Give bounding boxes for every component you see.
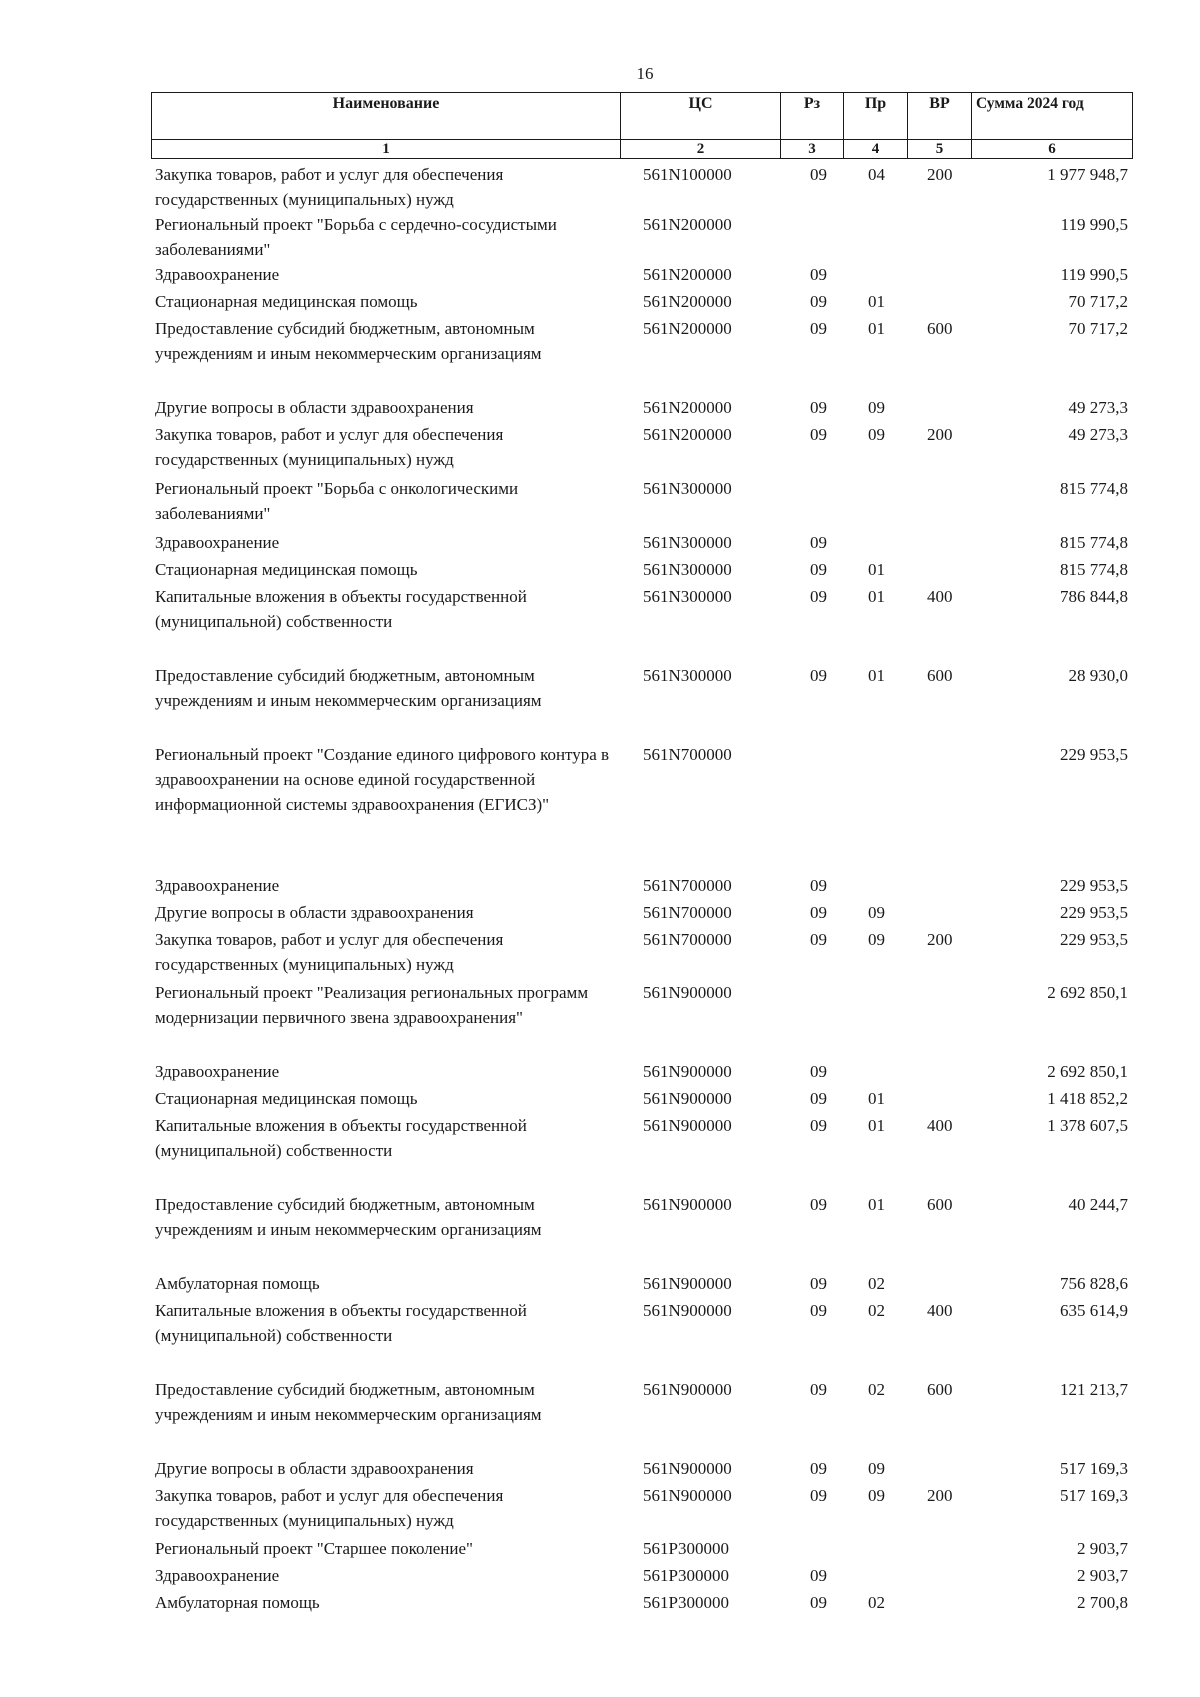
cell-vr (907, 557, 971, 584)
cell-vr: 600 (927, 319, 953, 338)
cell-cs: 561N900000 (643, 1116, 732, 1135)
cell-name: Региональный проект "Реализация региональных программ модернизации первичного звена здравоохранения" (155, 983, 589, 1027)
cell-pr: 01 (868, 666, 885, 685)
cell-cs: 561N900000 (643, 1195, 732, 1214)
cell-name: Закупка товаров, работ и услуг для обеспечения государственных (муниципальных) нужд (155, 425, 504, 469)
cell-pr (843, 980, 907, 1059)
cell-rz: 09 (810, 1486, 827, 1505)
cell-pr: 02 (868, 1274, 885, 1293)
table-row (151, 742, 1132, 873)
cell-name: Предоставление субсидий бюджетным, автономным учреждениям и иным некоммерческим организациям (155, 1195, 542, 1239)
cell-sum: 70 717,2 (1068, 292, 1128, 311)
cell-name: Стационарная медицинская помощь (155, 292, 418, 311)
header-titles-row (152, 93, 1133, 140)
cell-rz: 09 (810, 1459, 827, 1478)
page-number: 16 (636, 64, 654, 83)
cell-cs: 561N200000 (643, 292, 732, 311)
cell-rz: 09 (810, 560, 827, 579)
cell-pr: 01 (868, 1195, 885, 1214)
cell-cs: 561N300000 (643, 560, 732, 579)
cell-name: Амбулаторная помощь (155, 1274, 320, 1293)
cell-vr: 200 (927, 165, 953, 184)
cell-vr (907, 476, 971, 530)
table-row (151, 1086, 1132, 1113)
cell-sum: 119 990,5 (1060, 265, 1128, 284)
cell-sum: 2 903,7 (1077, 1566, 1128, 1585)
cell-rz: 09 (810, 666, 827, 685)
cell-pr: 09 (868, 903, 885, 922)
cell-sum: 70 717,2 (1068, 319, 1128, 338)
cell-pr (843, 1536, 907, 1563)
cell-pr: 09 (868, 930, 885, 949)
cell-pr (843, 742, 907, 873)
cell-cs: 561N900000 (643, 1089, 732, 1108)
table-row (151, 1192, 1132, 1271)
cell-name: Капитальные вложения в объекты государственной (муниципальной) собственности (155, 587, 527, 631)
cell-pr: 01 (868, 587, 885, 606)
cell-name: Другие вопросы в области здравоохранения (155, 903, 474, 922)
cell-pr: 09 (868, 398, 885, 417)
cell-sum: 229 953,5 (1060, 876, 1128, 895)
table-row (151, 584, 1132, 663)
cell-sum: 815 774,8 (1060, 560, 1128, 579)
cell-name: Другие вопросы в области здравоохранения (155, 1459, 474, 1478)
cell-vr: 200 (927, 1486, 953, 1505)
cell-rz: 09 (810, 398, 827, 417)
cell-sum: 229 953,5 (1060, 745, 1128, 764)
cell-name: Капитальные вложения в объекты государственной (муниципальной) собственности (155, 1301, 527, 1345)
table-body (151, 162, 1132, 1617)
cell-sum: 2 903,7 (1077, 1539, 1128, 1558)
table-row (151, 476, 1132, 530)
cell-vr: 600 (927, 1380, 953, 1399)
cell-cs: 561N300000 (643, 587, 732, 606)
cell-pr: 01 (868, 1116, 885, 1135)
col-number-1: 1 (152, 140, 621, 159)
cell-vr (907, 1059, 971, 1086)
col-number-2: 2 (621, 140, 781, 159)
cell-sum: 119 990,5 (1060, 215, 1128, 234)
cell-rz: 09 (810, 1566, 827, 1585)
cell-cs: 561N300000 (643, 666, 732, 685)
table-row (151, 422, 1132, 476)
cell-sum: 815 774,8 (1060, 479, 1128, 498)
cell-vr: 200 (927, 930, 953, 949)
cell-rz: 09 (810, 1116, 827, 1135)
cell-vr (907, 1086, 971, 1113)
cell-vr (907, 1536, 971, 1563)
table-row (151, 1298, 1132, 1377)
cell-cs: 561N200000 (643, 215, 732, 234)
cell-vr (907, 1563, 971, 1590)
cell-name: Здравоохранение (155, 1062, 280, 1081)
cell-cs: 561N900000 (643, 1459, 732, 1478)
cell-sum: 229 953,5 (1060, 930, 1128, 949)
cell-vr (907, 873, 971, 900)
col-title-cs: ЦС (621, 93, 781, 140)
cell-pr: 04 (868, 165, 885, 184)
cell-rz: 09 (810, 1062, 827, 1081)
cell-rz (780, 476, 843, 530)
cell-sum: 1 378 607,5 (1047, 1116, 1128, 1135)
table-row (151, 663, 1132, 742)
col-title-name: Наименование (152, 93, 621, 140)
cell-cs: 561N200000 (643, 319, 732, 338)
table-row (151, 1590, 1132, 1617)
cell-name: Закупка товаров, работ и услуг для обеспечения государственных (муниципальных) нужд (155, 930, 504, 974)
cell-sum: 1 977 948,7 (1047, 165, 1128, 184)
cell-cs: 561N700000 (643, 876, 732, 895)
cell-rz: 09 (810, 292, 827, 311)
cell-pr (843, 530, 907, 557)
cell-name: Предоставление субсидий бюджетным, автономным учреждениям и иным некоммерческим организациям (155, 319, 542, 363)
cell-rz: 09 (810, 876, 827, 895)
table-row (151, 162, 1132, 212)
cell-name: Капитальные вложения в объекты государственной (муниципальной) собственности (155, 1116, 527, 1160)
cell-sum: 2 700,8 (1077, 1593, 1128, 1612)
cell-rz: 09 (810, 1274, 827, 1293)
cell-vr: 600 (927, 666, 953, 685)
cell-rz: 09 (810, 587, 827, 606)
col-title-vr: ВР (908, 93, 972, 140)
cell-pr (843, 262, 907, 289)
cell-name: Здравоохранение (155, 1566, 280, 1585)
cell-cs: 561N900000 (643, 983, 732, 1002)
col-title-rz: Рз (781, 93, 844, 140)
cell-cs: 561P300000 (643, 1539, 729, 1558)
table-row (151, 1456, 1132, 1483)
cell-pr (843, 212, 907, 262)
table-row (151, 262, 1132, 289)
cell-rz: 09 (810, 165, 827, 184)
cell-rz: 09 (810, 903, 827, 922)
cell-pr (843, 1059, 907, 1086)
cell-sum: 517 169,3 (1060, 1459, 1128, 1478)
table-row (151, 873, 1132, 900)
cell-vr (907, 289, 971, 316)
cell-name: Предоставление субсидий бюджетным, автономным учреждениям и иным некоммерческим организациям (155, 666, 542, 710)
cell-sum: 517 169,3 (1060, 1486, 1128, 1505)
cell-rz (780, 980, 843, 1059)
cell-rz: 09 (810, 533, 827, 552)
cell-rz: 09 (810, 930, 827, 949)
cell-cs: 561N900000 (643, 1301, 732, 1320)
cell-pr: 01 (868, 1089, 885, 1108)
cell-cs: 561N700000 (643, 930, 732, 949)
col-number-6: 6 (972, 140, 1133, 159)
cell-rz: 09 (810, 1089, 827, 1108)
table-row (151, 1113, 1132, 1192)
col-number-3: 3 (781, 140, 844, 159)
cell-pr (843, 873, 907, 900)
cell-vr (907, 900, 971, 927)
cell-sum: 786 844,8 (1060, 587, 1128, 606)
cell-cs: 561N200000 (643, 425, 732, 444)
table-row (151, 980, 1132, 1059)
table-row (151, 900, 1132, 927)
cell-vr: 600 (927, 1195, 953, 1214)
cell-sum: 40 244,7 (1068, 1195, 1128, 1214)
table-row (151, 1536, 1132, 1563)
cell-sum: 1 418 852,2 (1047, 1089, 1128, 1108)
cell-sum: 229 953,5 (1060, 903, 1128, 922)
cell-cs: 561N900000 (643, 1274, 732, 1293)
table-header (151, 92, 1133, 159)
cell-name: Стационарная медицинская помощь (155, 560, 418, 579)
cell-pr: 09 (868, 1459, 885, 1478)
table-row (151, 316, 1132, 395)
cell-name: Региональный проект "Старшее поколение" (155, 1539, 473, 1558)
cell-rz (780, 212, 843, 262)
cell-name: Здравоохранение (155, 533, 280, 552)
cell-sum: 2 692 850,1 (1047, 983, 1128, 1002)
cell-pr (843, 1563, 907, 1590)
cell-pr: 02 (868, 1593, 885, 1612)
table-row (151, 1483, 1132, 1536)
cell-pr: 09 (868, 1486, 885, 1505)
cell-cs: 561N900000 (643, 1062, 732, 1081)
cell-rz: 09 (810, 319, 827, 338)
cell-pr (843, 476, 907, 530)
cell-vr (907, 395, 971, 422)
cell-rz: 09 (810, 265, 827, 284)
cell-rz: 09 (810, 425, 827, 444)
cell-name: Другие вопросы в области здравоохранения (155, 398, 474, 417)
cell-vr (907, 742, 971, 873)
cell-name: Стационарная медицинская помощь (155, 1089, 418, 1108)
cell-rz (780, 1536, 843, 1563)
cell-sum: 2 692 850,1 (1047, 1062, 1128, 1081)
budget-table (151, 162, 1132, 1617)
table-row (151, 395, 1132, 422)
cell-pr: 02 (868, 1301, 885, 1320)
cell-name: Закупка товаров, работ и услуг для обеспечения государственных (муниципальных) нужд (155, 165, 504, 209)
cell-sum: 121 213,7 (1060, 1380, 1128, 1399)
cell-sum: 28 930,0 (1068, 666, 1128, 685)
table-row (151, 1059, 1132, 1086)
cell-cs: 561N900000 (643, 1380, 732, 1399)
cell-cs: 561N200000 (643, 398, 732, 417)
cell-cs: 561N100000 (643, 165, 732, 184)
cell-vr (907, 1590, 971, 1617)
cell-pr: 02 (868, 1380, 885, 1399)
cell-sum: 49 273,3 (1068, 425, 1128, 444)
cell-vr (907, 262, 971, 289)
table-row (151, 1271, 1132, 1298)
cell-pr: 01 (868, 292, 885, 311)
cell-sum: 815 774,8 (1060, 533, 1128, 552)
cell-pr: 01 (868, 319, 885, 338)
cell-name: Здравоохранение (155, 265, 280, 284)
cell-name: Амбулаторная помощь (155, 1593, 320, 1612)
cell-vr (907, 980, 971, 1059)
cell-vr (907, 1271, 971, 1298)
cell-name: Региональный проект "Борьба с онкологическими заболеваниями" (155, 479, 519, 523)
cell-name: Региональный проект "Создание единого цифрового контура в здравоохранении на основе единой государственной информационной системы здравоохранения (ЕГИСЗ)" (155, 745, 610, 814)
cell-sum: 756 828,6 (1060, 1274, 1128, 1293)
cell-name: Здравоохранение (155, 876, 280, 895)
cell-cs: 561N900000 (643, 1486, 732, 1505)
cell-sum: 635 614,9 (1060, 1301, 1128, 1320)
cell-rz: 09 (810, 1195, 827, 1214)
cell-cs: 561P300000 (643, 1593, 729, 1612)
table-row (151, 1563, 1132, 1590)
header-numbers-row (152, 140, 1133, 159)
cell-rz (780, 742, 843, 873)
cell-cs: 561N700000 (643, 745, 732, 764)
cell-vr (907, 1456, 971, 1483)
table-row (151, 530, 1132, 557)
cell-vr (907, 530, 971, 557)
cell-cs: 561N300000 (643, 479, 732, 498)
cell-pr: 01 (868, 560, 885, 579)
cell-rz: 09 (810, 1593, 827, 1612)
cell-name: Региональный проект "Борьба с сердечно-сосудистыми заболеваниями" (155, 215, 557, 259)
cell-vr (907, 212, 971, 262)
cell-vr: 200 (927, 425, 953, 444)
cell-vr: 400 (927, 1116, 953, 1135)
col-title-sum: Сумма 2024 год (972, 93, 1133, 140)
cell-cs: 561P300000 (643, 1566, 729, 1585)
cell-name: Предоставление субсидий бюджетным, автономным учреждениям и иным некоммерческим организациям (155, 1380, 542, 1424)
table-row (151, 289, 1132, 316)
col-title-pr: Пр (844, 93, 908, 140)
cell-cs: 561N200000 (643, 265, 732, 284)
col-number-4: 4 (844, 140, 908, 159)
cell-rz: 09 (810, 1301, 827, 1320)
cell-vr: 400 (927, 587, 953, 606)
cell-name: Закупка товаров, работ и услуг для обеспечения государственных (муниципальных) нужд (155, 1486, 504, 1530)
cell-vr: 400 (927, 1301, 953, 1320)
col-number-5: 5 (908, 140, 972, 159)
cell-cs: 561N700000 (643, 903, 732, 922)
cell-sum: 49 273,3 (1068, 398, 1128, 417)
cell-rz: 09 (810, 1380, 827, 1399)
table-row (151, 557, 1132, 584)
cell-pr: 09 (868, 425, 885, 444)
table-row (151, 927, 1132, 980)
cell-cs: 561N300000 (643, 533, 732, 552)
table-row (151, 1377, 1132, 1456)
table-row (151, 212, 1132, 262)
